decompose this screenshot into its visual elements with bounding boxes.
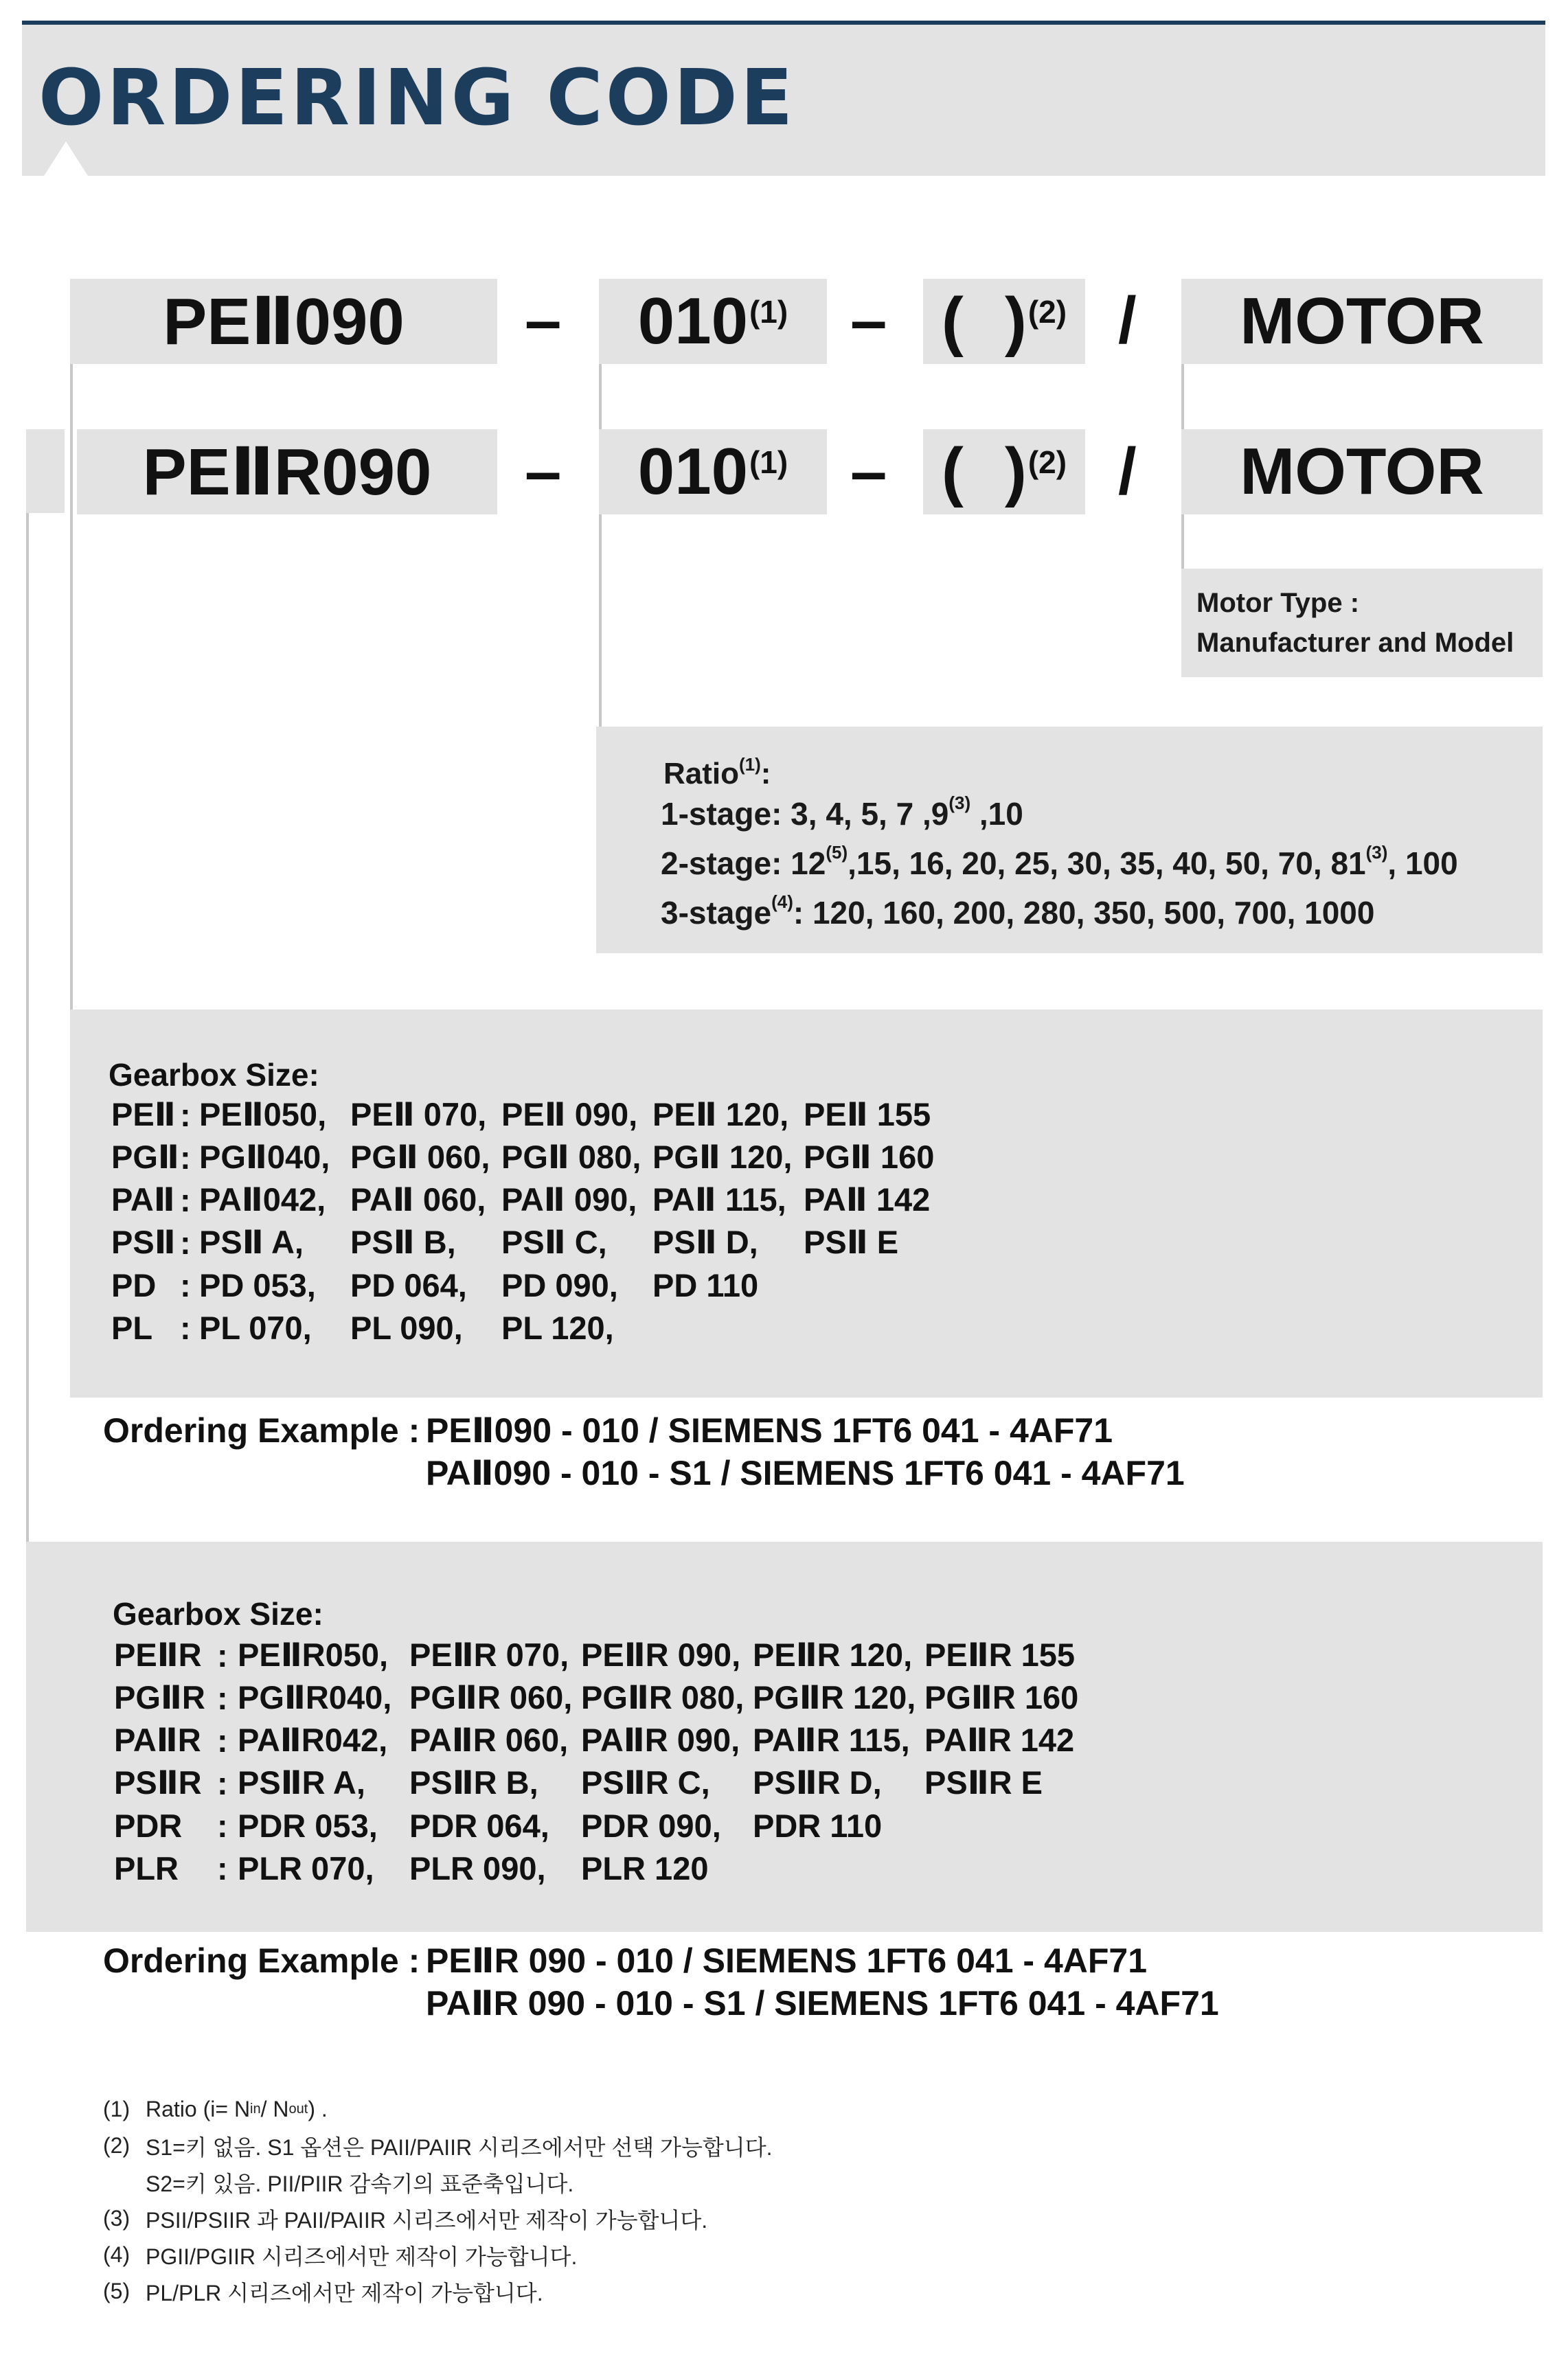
gearbox-size-item: PD 053, (199, 1266, 316, 1303)
gearbox-size-item: PAⅡ 142 (804, 1181, 931, 1218)
motor-code: MOTOR (1240, 435, 1484, 508)
gearbox-size-box-2 (26, 1542, 1543, 1932)
ratio-box (596, 727, 1543, 953)
gearbox-series-colon: : (180, 1181, 191, 1218)
gearbox-size-item: PDR 110 (753, 1807, 883, 1844)
gearbox-size-item: PDR 064, (409, 1807, 549, 1844)
gearbox-size-item: PSⅡ E (804, 1224, 899, 1260)
gearbox-size-row (114, 1847, 1096, 1889)
gearbox-series-colon: : (217, 1764, 228, 1801)
motor-type-box (1181, 569, 1543, 677)
motor-type-desc: Manufacturer and Model (1196, 628, 1514, 658)
gearbox-size-item: PL 070, (199, 1309, 312, 1346)
motor-box (1181, 279, 1543, 364)
ratio-stage-1: 1-stage: 3, 4, 5, 7 ,9$^{(3)}$ ,10 (661, 793, 1023, 832)
gearbox-size-item: PGⅡ 120, (652, 1139, 793, 1175)
gearbox-size-item: PD 064, (350, 1266, 467, 1303)
ordering-example-label: Ordering Example : (103, 1941, 420, 1980)
gearbox-size-item: PGⅡR 120, (753, 1679, 916, 1716)
motor-type-label: Motor Type : (1196, 588, 1360, 618)
footnote-1: (1) Ratio (i= N in / N out ) . (103, 2097, 328, 2121)
gearbox-size-row (111, 1093, 955, 1136)
gearbox-size-item: PAⅡR 060, (409, 1722, 569, 1758)
gearbox-series-colon: : (217, 1722, 228, 1759)
gearbox-size-item: PAⅡ 090, (501, 1181, 637, 1218)
ratio-footnote-ref: (1) (749, 444, 788, 480)
gearbox-size-title: Gearbox Size: (113, 1596, 323, 1632)
gearbox-series: PEⅡR (114, 1637, 202, 1673)
ratio-footnote-ref: (1) (749, 294, 788, 330)
gearbox-size-item: PSⅡR B, (409, 1764, 538, 1801)
ratio-code-box (599, 279, 827, 364)
gearbox-size-item: PGⅡR 060, (409, 1679, 573, 1716)
gearbox-series: PSⅡ (111, 1224, 176, 1260)
gearbox-size-item: PEⅡR 120, (753, 1637, 913, 1673)
ordering-example-line: PAⅡ090 - 010 - S1 / SIEMENS 1FT6 041 - 4AF71 (426, 1454, 1185, 1492)
gearbox-series: PEⅡ (111, 1096, 176, 1132)
gearbox-size-item: PGⅡR 160 (924, 1679, 1079, 1716)
gearbox-size-row (114, 1634, 1096, 1676)
gearbox-size-row (111, 1306, 955, 1349)
header-notch (44, 141, 88, 176)
gearbox-series-colon: : (217, 1637, 228, 1674)
gearbox-size-item: PGⅡR 080, (581, 1679, 745, 1716)
dash-separator: – (850, 284, 887, 357)
gearbox-size-item: PAⅡR 115, (753, 1722, 910, 1758)
gearbox-size-item: PEⅡR 155 (924, 1637, 1076, 1673)
footnote-3: (3) PSII/PSIIR 과 PAII/PAIIR 시리즈에서만 제작이 가능합니다. (103, 2206, 708, 2233)
gearbox-size-item: PD 110 (652, 1266, 759, 1303)
model-box (70, 279, 497, 364)
gearbox-size-item: PAⅡ 115, (652, 1181, 786, 1218)
dash-separator: – (850, 435, 887, 508)
gearbox-size-item: PGⅡ 160 (804, 1139, 935, 1175)
page-title: ORDERING CODE (38, 54, 796, 143)
dash-separator: – (525, 435, 562, 508)
gearbox-size-item: PL 090, (350, 1309, 463, 1346)
footnote-5: (5) PL/PLR 시리즈에서만 제작이 가능합니다. (103, 2279, 543, 2305)
gearbox-series: PD (111, 1266, 157, 1303)
gearbox-series-colon: : (217, 1679, 228, 1716)
gearbox-size-row (111, 1264, 955, 1306)
gearbox-size-item: PEⅡR 070, (409, 1637, 569, 1673)
gearbox-size-list (114, 1634, 1096, 1889)
gearbox-size-title: Gearbox Size: (109, 1057, 319, 1093)
gearbox-size-item: PSⅡR C, (581, 1764, 710, 1801)
key-footnote-ref: (2) (1027, 294, 1067, 330)
gearbox-size-row (114, 1762, 1096, 1804)
gearbox-series-colon: : (180, 1309, 191, 1346)
gearbox-size-item: PSⅡ A, (199, 1224, 304, 1260)
gearbox-size-item: PEⅡ050, (199, 1096, 327, 1132)
gearbox-series: PSⅡR (114, 1764, 202, 1801)
gearbox-size-item: PLR 090, (409, 1849, 546, 1887)
gearbox-series-colon: : (180, 1266, 191, 1303)
connector-line-ratio-top (599, 364, 602, 433)
gearbox-size-item: PSⅡR A, (238, 1764, 365, 1801)
connector-line-pe (70, 364, 73, 1010)
ratio-code: 010 (637, 435, 748, 508)
gearbox-size-item: PAⅡ042, (199, 1181, 326, 1218)
connector-line-motor-top (1181, 364, 1184, 433)
ratio-stage-2: 2-stage: 12$^{(5)}$,15, 16, 20, 25, 30, 35, 40, 50, 70, 81$^{(3)}$, 100 (661, 842, 1458, 881)
left-stub-per (26, 429, 65, 513)
slash-separator: / (1118, 435, 1137, 508)
paren-open: ( (941, 435, 964, 508)
gearbox-series: PAⅡ (111, 1181, 175, 1218)
ratio-code: 010 (637, 284, 748, 358)
slash-separator: / (1118, 284, 1137, 357)
gearbox-size-item: PGⅡ 060, (350, 1139, 490, 1175)
ordering-example-line: PEⅡ090 - 010 / SIEMENS 1FT6 041 - 4AF71 (426, 1411, 1113, 1450)
gearbox-size-item: PDR 053, (238, 1807, 378, 1844)
ratio-stage-3: 3-stage$^{(4)}$: 120, 160, 200, 280, 350, 500, 700, 1000 (661, 891, 1375, 931)
ratio-code-box (599, 429, 827, 514)
gearbox-series: PGⅡ (111, 1139, 179, 1175)
gearbox-series: PAⅡR (114, 1722, 201, 1758)
motor-code: MOTOR (1240, 284, 1484, 358)
key-footnote-ref: (2) (1027, 444, 1067, 480)
gearbox-size-item: PEⅡ 155 (804, 1096, 931, 1132)
gearbox-series-colon: : (180, 1096, 191, 1133)
gearbox-size-item: PAⅡR 142 (924, 1722, 1075, 1758)
gearbox-size-item: PSⅡR E (924, 1764, 1043, 1801)
gearbox-size-row (111, 1221, 955, 1264)
gearbox-series-colon: : (180, 1139, 191, 1176)
gearbox-size-row (111, 1178, 955, 1221)
model-code: PEⅡR090 (142, 435, 432, 509)
gearbox-series: PGⅡR (114, 1679, 205, 1716)
gearbox-size-item: PGⅡ 080, (501, 1139, 641, 1175)
gearbox-size-list (111, 1093, 955, 1349)
gearbox-size-row (111, 1136, 955, 1178)
key-option-box (923, 279, 1085, 364)
model-box (77, 429, 497, 514)
gearbox-series: PLR (114, 1849, 179, 1887)
model-code: PEⅡ090 (163, 285, 405, 358)
footnote-2: (2) S1=키 없음. S1 옵션은 PAII/PAIIR 시리즈에서만 선택 가능합니다. (103, 2133, 773, 2160)
ordering-example-1 (103, 1411, 1185, 1493)
motor-box (1181, 429, 1543, 514)
ordering-example-line: PEⅡR 090 - 010 / SIEMENS 1FT6 041 - 4AF71 (426, 1941, 1148, 1980)
gearbox-size-item: PSⅡR D, (753, 1764, 882, 1801)
gearbox-size-item: PGⅡR040, (238, 1679, 392, 1716)
gearbox-series-colon: : (180, 1224, 191, 1261)
footnote-2-continued: S2=키 있음. PII/PIIR 감속기의 표준축입니다. (146, 2171, 574, 2196)
footnotes (103, 2091, 773, 2310)
gearbox-series-colon: : (217, 1807, 228, 1844)
gearbox-size-item: PSⅡ B, (350, 1224, 456, 1260)
gearbox-size-item: PEⅡ 070, (350, 1096, 487, 1132)
gearbox-size-item: PSⅡ D, (652, 1224, 758, 1260)
gearbox-size-item: PEⅡ 120, (652, 1096, 789, 1132)
gearbox-size-row (114, 1719, 1096, 1762)
ratio-title: Ratio$^{(1)}$: (663, 754, 771, 790)
gearbox-size-item: PEⅡR 090, (581, 1637, 741, 1673)
gearbox-size-row (114, 1676, 1096, 1719)
gearbox-size-item: PAⅡR042, (238, 1722, 388, 1758)
gearbox-size-item: PAⅡ 060, (350, 1181, 486, 1218)
gearbox-size-item: PGⅡ040, (199, 1139, 330, 1175)
gearbox-series: PL (111, 1309, 153, 1346)
gearbox-size-box-1 (70, 1010, 1543, 1398)
gearbox-size-item: PSⅡ C, (501, 1224, 607, 1260)
ordering-example-label: Ordering Example : (103, 1411, 420, 1450)
paren-open: ( (941, 284, 964, 358)
dash-separator: – (525, 284, 562, 357)
gearbox-size-item: PLR 070, (238, 1849, 374, 1887)
gearbox-size-item: PDR 090, (581, 1807, 721, 1844)
gearbox-size-item: PEⅡR050, (238, 1637, 389, 1673)
connector-line-motor-bottom (1181, 514, 1184, 569)
paren-close: ) (1004, 435, 1027, 508)
gearbox-size-item: PD 090, (501, 1266, 618, 1303)
gearbox-size-item: PLR 120 (581, 1849, 709, 1887)
footnote-4: (4) PGII/PGIIR 시리즈에서만 제작이 가능합니다. (103, 2242, 578, 2269)
paren-close: ) (1004, 284, 1027, 358)
gearbox-size-item: PAⅡR 090, (581, 1722, 740, 1758)
ordering-example-2 (103, 1941, 1219, 2023)
gearbox-series: PDR (114, 1807, 183, 1844)
key-option-box (923, 429, 1085, 514)
gearbox-size-row (114, 1804, 1096, 1847)
gearbox-series-colon: : (217, 1849, 228, 1887)
gearbox-size-item: PEⅡ 090, (501, 1096, 638, 1132)
connector-line-ratio-bottom (599, 514, 602, 727)
ordering-example-line: PAⅡR 090 - 010 - S1 / SIEMENS 1FT6 041 - 4AF71 (426, 1984, 1219, 2023)
gearbox-size-item: PL 120, (501, 1309, 614, 1346)
connector-line-per (26, 512, 29, 1542)
